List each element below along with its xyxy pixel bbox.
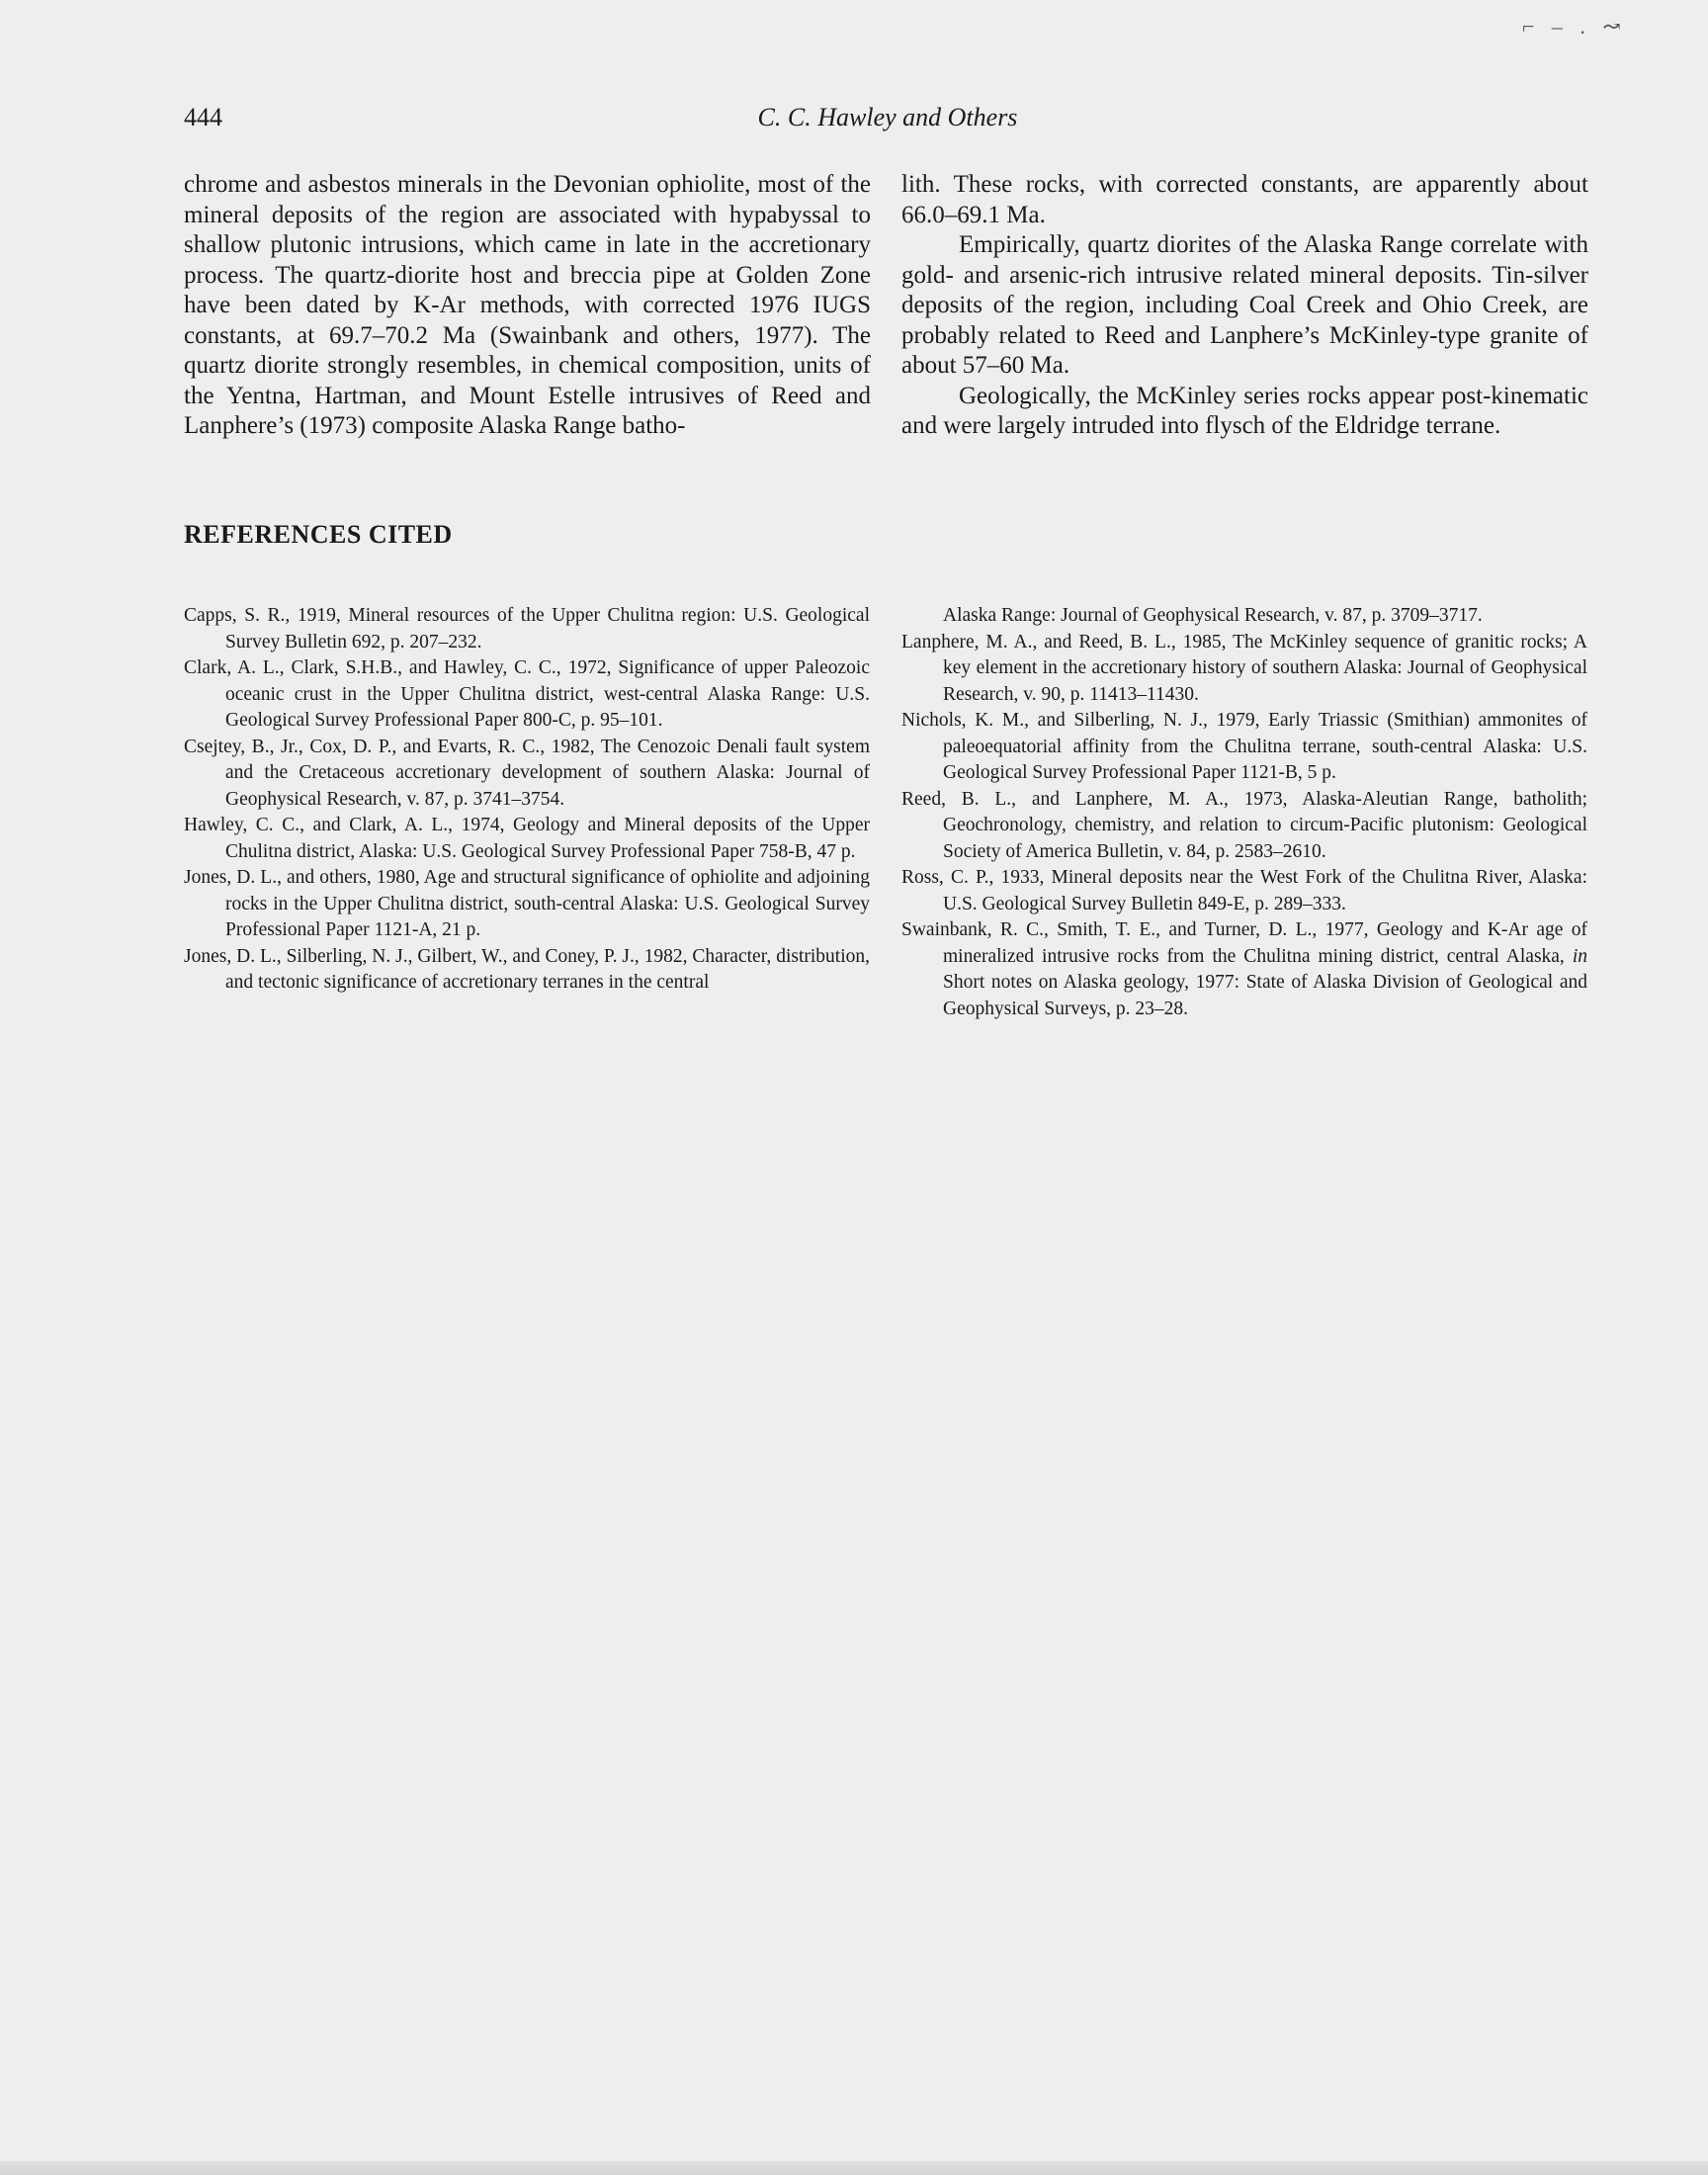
body-paragraph: Empirically, quartz diorites of the Alaska Range correlate with gold- and arsenic-rich intrusive related mineral deposits. Tin-silver deposits of the region, including Coal Creek and Ohio Creek, are probably related to Reed and Lanphere’s McKinley-type granite of about 57–60 Ma.: [901, 231, 1588, 379]
reference-entry: Clark, A. L., Clark, S.H.B., and Hawley, C. C., 1972, Significance of upper Paleozoic oceanic crust in the Upper Chulitna district, west-central Alaska Range: U.S. Geological Survey Professional Paper 800-C, p. 95–101.: [184, 657, 870, 731]
reference-entry: Ross, C. P., 1933, Mineral deposits near the West Fork of the Chulitna River, Alaska: U.S. Geological Survey Bulletin 849-E, p. 289–333.: [901, 867, 1587, 914]
reference-entry: Csejtey, B., Jr., Cox, D. P., and Evarts, R. C., 1982, The Cenozoic Denali fault system and the Cretaceous accretionary development of southern Alaska: Journal of Geophysical Research, v. 87, p. 3741–3754.: [184, 736, 870, 810]
reference-entry-swainbank: [901, 917, 1587, 1022]
reference-text: Short notes on Alaska geology, 1977: State of Alaska Division of Geological and Geophysical Surveys, p. 23–28.: [943, 972, 1587, 1019]
reference-entry: Reed, B. L., and Lanphere, M. A., 1973, Alaska-Aleutian Range, batholith; Geochronology, chemistry, and relation to circum-Pacific plutonism: Geological Society of America Bulletin, v. 84, p. 2583–2610.: [901, 788, 1587, 862]
scan-artifact-mark: ⌐ – . ↝: [1522, 14, 1627, 39]
reference-entry: Jones, D. L., Silberling, N. J., Gilbert, W., and Coney, P. J., 1982, Character, distribution, and tectonic significance of accretionary terranes in the central: [184, 945, 870, 993]
page-number: 444: [184, 103, 222, 131]
scan-bottom-edge: [0, 2161, 1708, 2175]
body-paragraph: chrome and asbestos minerals in the Devonian ophiolite, most of the mineral deposits of the region are associated with hypabyssal to shallow plutonic intrusions, which came in late in the accretionary process. The quartz-diorite host and breccia pipe at Golden Zone have been dated by K-Ar methods, with corrected 1976 IUGS constants, at 69.7–70.2 Ma (Swainbank and others, 1977). The quartz diorite strongly resembles, in chemical composition, units of the Yentna, Hartman, and Mount Estelle intrusives of Reed and Lanphere’s (1973) composite Alaska Range batho-: [184, 171, 871, 439]
reference-entry: Lanphere, M. A., and Reed, B. L., 1985, The McKinley sequence of granitic rocks; A key element in the accretionary history of southern Alaska: Journal of Geophysical Research, v. 90, p. 11413–11430.: [901, 631, 1587, 705]
running-title: C. C. Hawley and Others: [757, 103, 1018, 131]
body-left-column: [184, 170, 871, 442]
reference-entry: Hawley, C. C., and Clark, A. L., 1974, Geology and Mineral deposits of the Upper Chulitna district, Alaska: U.S. Geological Survey Professional Paper 758-B, 47 p.: [184, 815, 870, 862]
reference-entry: Capps, S. R., 1919, Mineral resources of the Upper Chulitna region: U.S. Geological Survey Bulletin 692, p. 207–232.: [184, 605, 870, 652]
body-right-column: [901, 170, 1588, 442]
references-left-column: [184, 603, 870, 997]
reference-entry: Jones, D. L., and others, 1980, Age and structural significance of ophiolite and adjoining rocks in the Upper Chulitna district, south-central Alaska: U.S. Geological Survey Professional Paper 1121-A, 21 p.: [184, 867, 870, 940]
page-header: [184, 103, 1591, 142]
reference-entry: Nichols, K. M., and Silberling, N. J., 1979, Early Triassic (Smithian) ammonites of paleoequatorial affinity from the Chulitna terrane, south-central Alaska: U.S. Geological Survey Professional Paper 1121-B, 5 p.: [901, 710, 1587, 783]
body-paragraph: Geologically, the McKinley series rocks appear post-kinematic and were largely intruded into flysch of the Eldridge terrane.: [901, 382, 1588, 439]
body-paragraph: lith. These rocks, with corrected constants, are apparently about 66.0–69.1 Ma.: [901, 171, 1588, 228]
references-heading: REFERENCES CITED: [184, 520, 453, 549]
references-right-column: [901, 603, 1587, 1022]
reference-continuation: Alaska Range: Journal of Geophysical Research, v. 87, p. 3709–3717.: [943, 605, 1483, 626]
reference-italic-word: in: [1572, 945, 1587, 967]
reference-text: Swainbank, R. C., Smith, T. E., and Turner, D. L., 1977, Geology and K-Ar age of mineralized intrusive rocks from the Chulitna mining district, central Alaska,: [901, 919, 1587, 967]
